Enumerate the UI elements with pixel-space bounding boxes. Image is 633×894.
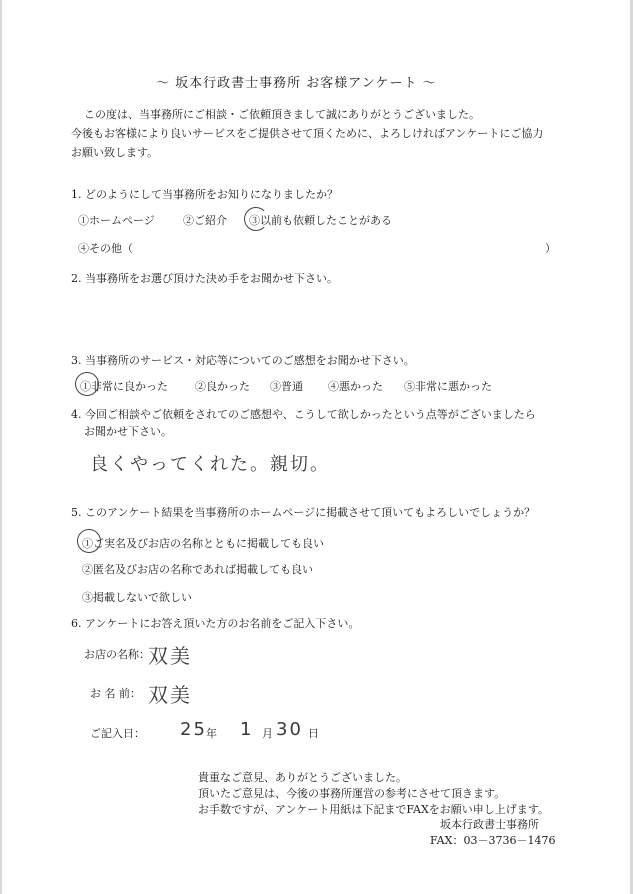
intro-line-1: この度は、当事務所にご相談・ご依頼頂きまして誠にありがとうございました。 [84,108,480,121]
question-4-line-2: お聞かせ下さい。 [84,425,172,438]
customer-name-label: お 名 前： [90,687,141,700]
q1-other-close: ） [545,242,556,255]
q1-option-referral: ②ご紹介 [183,214,227,227]
q3-option-good: ②良かった [195,380,250,393]
customer-name-value: 双美 [148,683,192,707]
day-unit: 日 [308,727,319,740]
question-1: 1. どのようにして当事務所をお知りになりましたか？ [71,188,338,201]
q3-option-very-good: ①非常に良かった [80,380,168,393]
year-unit: 年 [206,727,217,740]
q5-option-real-name: ①ご実名及びお店の名称とともに掲載しても良い [82,537,324,550]
q1-option-previous-client: ③以前も依頼したことがある [249,214,392,227]
q5-option-do-not-post: ③掲載しないで欲しい [82,591,192,604]
intro-line-3: お願い致します。 [71,146,159,159]
intro-line-2: 今後もお客様により良いサービスをご提供させて頂くために、よろしければアンケートにご協力 [71,127,544,140]
store-name-label: お店の名称： [84,648,150,661]
q4-handwritten-answer: 良くやってくれた。親切。 [90,454,330,475]
q5-option-anonymous: ②匿名及びお店の名称であれば掲載しても良い [82,563,313,576]
question-6: 6. アンケートにお答え頂いた方のお名前をご記入下さい。 [71,617,360,630]
q3-option-very-bad: ⑤非常に悪かった [404,380,492,393]
q1-option-other: ④その他（ [78,242,133,255]
date-day-value: 30 [276,719,303,740]
question-3: 3. 当事務所のサービス・対応等についてのご感想をお聞かせ下さい。 [71,354,415,367]
footer-line-3: お手数ですが、アンケート用紙は下記までFAXをお願い申し上げます。 [198,803,549,816]
footer-fax-number: FAX：03－3736－1476 [430,834,556,847]
store-name-value: 双美 [148,644,192,668]
question-5: 5. このアンケート結果を当事務所のホームページに掲載させて頂いてもよろしいでしょうか？ [71,506,536,519]
q3-option-bad: ④悪かった [328,380,383,393]
q3-option-average: ③普通 [270,380,303,393]
footer-line-2: 頂いたご意見は、今後の事務所運営の参考にさせて頂きます。 [198,787,506,800]
question-4-line-1: 4. 今回ご相談やご依頼をされてのご感想や、こうして欲しかったという点等がございましたら [71,408,536,421]
date-month-value: 1 [240,719,254,740]
q1-selection-circle [244,207,268,231]
q1-option-homepage: ①ホームページ [78,214,155,227]
question-2: 2. 当事務所をお選び頂けた決め手をお聞かせ下さい。 [71,272,338,285]
q5-selection-circle [77,529,101,553]
scan-edge-left [0,0,2,894]
date-label: ご記入日： [90,727,145,740]
footer-office-name: 坂本行政書士事務所 [440,818,539,831]
date-year-value: 25 [180,719,207,740]
footer-line-1: 貴重なご意見、ありがとうございました。 [198,771,407,784]
q3-selection-circle [75,372,99,396]
survey-title: ～ 坂本行政書士事務所 お客様アンケート ～ [156,76,437,91]
month-unit: 月 [262,727,273,740]
